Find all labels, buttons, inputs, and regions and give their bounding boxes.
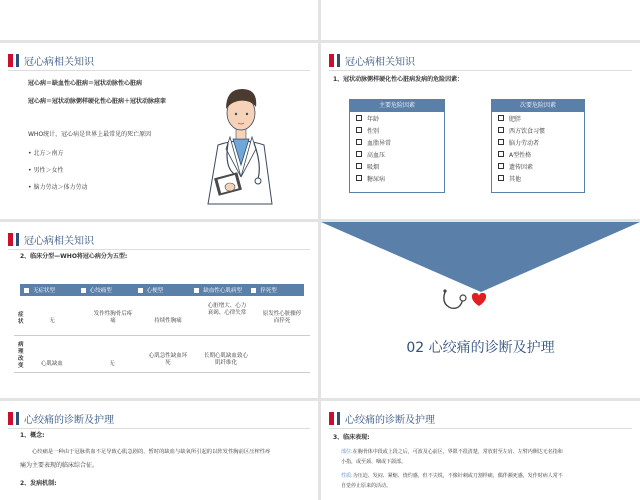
checkbox-icon (251, 288, 256, 293)
main-risk-item: 高血压 (350, 148, 444, 160)
checkbox-icon (356, 115, 362, 121)
risk-subtitle: 1、冠状动脉粥样硬化性心脏病发病的危险因素： (333, 76, 464, 83)
definition-line-2: 冠心病＝冠状动脉粥样硬化性心脏病＋冠状动脉痉挛 (28, 98, 167, 105)
section-title: 02 心绞痛的诊断及护理 (406, 340, 555, 356)
row-divider (14, 335, 310, 336)
definition-line-1: 冠心病＝缺血性心脏病＝冠状动脉性心脏病 (28, 80, 143, 87)
pathology-cell: 心肌急性缺血坏死 (148, 353, 188, 366)
header-red-mark (8, 233, 13, 246)
slide-angina-clinical (321, 401, 640, 500)
header-divider (8, 428, 310, 429)
header-title: 冠心病相关知识 (24, 56, 94, 68)
slide-section-title (321, 222, 640, 398)
checkbox-icon (498, 163, 504, 169)
secondary-risk-item: 肥胖 (492, 112, 584, 124)
slide-top-right (321, 0, 640, 40)
header-red-mark (8, 54, 13, 67)
checkbox-icon (498, 139, 504, 145)
pathology-cell: 长期心肌缺血致心肌纤维化 (204, 353, 249, 366)
main-risk-item: 糖尿病 (350, 172, 444, 184)
mechanism-heading: 2、发病机制: (20, 480, 57, 487)
slide-header (8, 410, 114, 426)
header-title: 心绞痛的诊断及护理 (345, 414, 435, 426)
type-col-2: 心绞痛型 (77, 284, 134, 296)
slide-top-left (0, 0, 318, 40)
secondary-risk-item: 脑力劳动者 (492, 136, 584, 148)
types-header-bar (20, 284, 304, 296)
secondary-risk-title: 次要危险因素 (492, 100, 584, 112)
main-risk-item: 年龄 (350, 112, 444, 124)
checkbox-icon (498, 115, 504, 121)
main-risk-title: 主要危险因素 (350, 100, 444, 112)
concept-heading: 1、概念: (20, 432, 45, 439)
symptom-cell: 持续性胸痛 (154, 318, 182, 324)
secondary-risk-item: A型性格 (492, 148, 584, 160)
location-line-1: 部位:在胸骨体中段或上段之后，可波及心前区，界限不很清楚，常放射至左肩、左臂内侧达无名指和 (341, 449, 563, 455)
nature-line-2: 自觉停止原来的活动。 (341, 483, 392, 489)
checkbox-icon (81, 288, 86, 293)
main-risk-box (349, 99, 445, 193)
bullet-3: • 脑力劳动＞体力劳动 (28, 184, 88, 191)
type-col-3: 心梗型 (134, 284, 191, 296)
checkbox-icon (356, 175, 362, 181)
bullet-1: • 北方＞南方 (28, 150, 64, 157)
slide-header (329, 410, 435, 426)
header-red-mark (329, 54, 334, 67)
nature-line-1: 性质:为压迫、发闷、紧缩、烧灼感，但不尖锐，不像针刺或刀割样痛，偶伴濒死感，发作时病人常不 (341, 473, 563, 479)
checkbox-icon (24, 288, 29, 293)
header-blue-mark (16, 233, 19, 246)
main-risk-item: 吸烟 (350, 160, 444, 172)
type-col-1: 无症状型 (20, 284, 77, 296)
header-title: 冠心病相关知识 (24, 235, 94, 247)
row-label-symptom: 症状 (18, 312, 24, 325)
slide-angina-concept (0, 401, 318, 500)
pathology-cell: 无 (109, 361, 115, 367)
header-red-mark (8, 412, 13, 425)
row-divider (14, 372, 310, 373)
header-blue-mark (337, 412, 340, 425)
header-blue-mark (337, 54, 340, 67)
concept-text-2: 痛为主要表现的临床综合征。 (20, 462, 99, 469)
checkbox-icon (356, 139, 362, 145)
symptom-cell: 发作性胸骨后疼痛 (93, 311, 133, 324)
concept-text-1: 心绞痛是一种由于冠脉供血不足导致心肌急剧的、暂时的缺血与缺氧所引起的以阵发性胸前区压榨性疼 (32, 449, 271, 455)
slide-header (329, 52, 415, 68)
header-divider (329, 428, 632, 429)
checkbox-icon (498, 151, 504, 157)
symptom-cell: 原发性心脏骤停而猝死 (262, 311, 302, 324)
who-statistic: WHO统计，冠心病是世界上最常见的死亡原因 (28, 131, 152, 138)
slide-header (8, 52, 94, 68)
header-divider (8, 70, 310, 71)
row-label-pathology: 病理改变 (18, 342, 24, 369)
checkbox-icon (194, 288, 199, 293)
symptom-cell: 心脏增大、心力衰竭、心律失常 (207, 303, 247, 316)
pathology-cell: 心肌缺血 (40, 361, 63, 367)
secondary-risk-item: 其他 (492, 172, 584, 184)
secondary-risk-box (491, 99, 585, 193)
secondary-risk-item: 遗传因素 (492, 160, 584, 172)
types-subtitle: 2、临床分型—WHO将冠心病分为五型: (20, 253, 128, 260)
header-blue-mark (16, 54, 19, 67)
header-red-mark (329, 412, 334, 425)
type-col-5: 猝死型 (247, 284, 304, 296)
checkbox-icon (356, 127, 362, 133)
checkbox-icon (498, 127, 504, 133)
header-divider (329, 70, 632, 71)
stethoscope-heart-icon (439, 286, 489, 316)
header-blue-mark (16, 412, 19, 425)
slide-header (8, 231, 94, 247)
slide-coronary-definition (0, 43, 318, 219)
clinical-heading: 3、临床表现: (333, 434, 370, 441)
location-line-2: 小指，或至颈、咽或下颌部。 (341, 459, 407, 465)
checkbox-icon (356, 151, 362, 157)
slide-clinical-types (0, 222, 318, 398)
symptom-cell: 无 (49, 318, 55, 324)
secondary-risk-item: 西方饮食习惯 (492, 124, 584, 136)
checkbox-icon (138, 288, 143, 293)
header-title: 心绞痛的诊断及护理 (24, 414, 114, 426)
header-title: 冠心病相关知识 (345, 56, 415, 68)
checkbox-icon (498, 175, 504, 181)
slide-risk-factors (321, 43, 640, 219)
header-divider (8, 249, 310, 250)
type-col-4: 缺血性心肌病型 (190, 284, 247, 296)
bullet-2: • 男性＞女性 (28, 167, 64, 174)
main-risk-item: 性别 (350, 124, 444, 136)
doctor-illustration (200, 79, 280, 209)
checkbox-icon (356, 163, 362, 169)
main-risk-item: 血脂异常 (350, 136, 444, 148)
